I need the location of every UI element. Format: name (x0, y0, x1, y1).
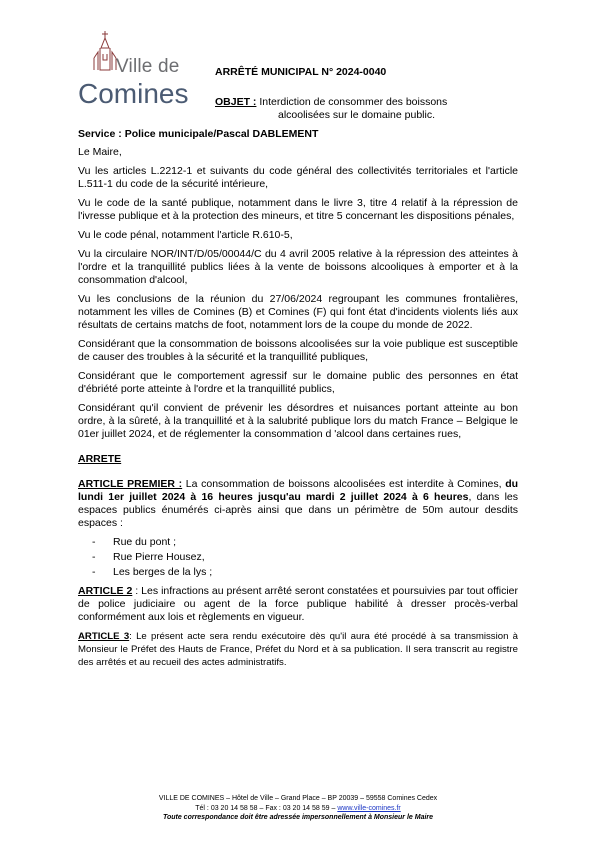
subject-label: OBJET : (215, 96, 257, 108)
article-1-text-b: , dans les espaces publics énumérés ci-après ainsi que dans un périmètre de 50m autour desdits espaces : (78, 491, 518, 529)
city-logo (76, 30, 196, 110)
visa-2: Vu le code de la santé publique, notamment dans le livre 3, titre 4 relatif à la répression de l'ivresse publique et à la protection des mineurs, et titre 5 concernant les dispositions pénales, (78, 197, 518, 222)
decree-subject (215, 96, 447, 122)
logo-text-ville-de: Ville de (116, 56, 180, 77)
decree-title: ARRÊTÉ MUNICIPAL N° 2024-0040 (215, 66, 387, 78)
article-2-text: : Les infractions au présent arrêté seront constatées et poursuivies par tout officier de police judiciaire ou agent de la force publique habilité à dresser procès-verbal conformément aux lois et règlements en vigueur. (78, 585, 518, 623)
article-3 (78, 630, 518, 669)
list-item: - Les berges de la lys ; (92, 566, 213, 578)
article-1-label: ARTICLE PREMIER : (78, 478, 183, 490)
footer-note: Toute correspondance doit être adressée impersonnellement à Monsieur le Maire (162, 814, 434, 821)
article-1-text-a: La consommation de boissons alcoolisées est interdite à Comines, (182, 478, 506, 490)
footer-address: VILLE DE COMINES – Hôtel de Ville – Grand Place – BP 20039 – 59558 Comines Cedex (158, 795, 438, 802)
visa-1: Vu les articles L.2212-1 et suivants du code général des collectivités territoriales et l'article L.511-1 du code de la sécurité intérieure, (78, 165, 518, 190)
subject-line-2: alcoolisées sur le domaine public. (278, 109, 436, 121)
footer (78, 794, 518, 823)
website-link[interactable]: www.ville-comines.fr (337, 804, 401, 812)
considerant-2: Considérant que le comportement agressif sur le domaine public des personnes en état d'ébriété porte atteinte à l'ordre et la tranquillité publics, (78, 370, 518, 395)
visa-4: Vu la circulaire NOR/INT/D/05/00044/C du 4 avril 2005 relative à la répression des atteintes à l'ordre et la tranquillité publics liées à la vente de boissons alcooliques à emporter et à la consommation d'alcool, (78, 248, 518, 286)
article-2 (78, 585, 518, 624)
list-item: - Rue du pont ; (92, 536, 177, 548)
considerant-3: Considérant qu'il convient de prévenir les désordres et nuisances portant atteinte au bon ordre, à la sûreté, à la tranquillité et à la salubrité publique lors du match France – Belgique le 01er juillet 2024, et de réglementer la consommation d 'alcool dans certaines rues, (78, 402, 518, 440)
logo-text-comines: Comines (78, 78, 189, 109)
arrete-heading: ARRETE (78, 453, 122, 465)
le-maire: Le Maire, (78, 146, 122, 158)
article-1 (78, 478, 518, 530)
footer-contact (78, 804, 518, 814)
footer-phone: Tél : 03 20 14 58 58 – Fax : 03 20 14 58 59 – (195, 804, 338, 812)
service-line: Service : Police municipale/Pascal DABLEMENT (78, 128, 319, 140)
subject-line-1: Interdiction de consommer des boissons (256, 96, 448, 108)
article-2-label: ARTICLE 2 (78, 585, 133, 597)
visa-5: Vu les conclusions de la réunion du 27/06/2024 regroupant les communes frontalières, notamment les villes de Comines (B) et Comines (F) qui font état d'incidents violents liés aux résultats de certains matchs de foot, notamment lors de la coupe du monde de 2022. (78, 293, 518, 331)
decree-body (78, 128, 518, 675)
article-3-label: ARTICLE 3 (78, 631, 130, 642)
visa-3: Vu le code pénal, notamment l'article R.610-5, (78, 229, 293, 241)
considerant-1: Considérant que la consommation de boissons alcoolisées sur la voie publique est susceptible de causer des troubles à la sécurité et la tranquillité publiques, (78, 338, 518, 363)
article-3-text: : Le présent acte sera rendu exécutoire dès qu'il aura été procédé à sa transmission à Monsieur le Préfet des Hauts de France, Préfet du Nord et à sa publication. Il sera transcrit au registre des arrêtés et au recueil des actes administratifs. (78, 631, 518, 668)
places-list (78, 536, 518, 579)
article-1-period: du lundi 1er juillet 2024 à 16 heures jusqu'au mardi 2 juillet 2024 à 6 heures (78, 478, 519, 503)
list-item: - Rue Pierre Housez, (92, 551, 205, 563)
